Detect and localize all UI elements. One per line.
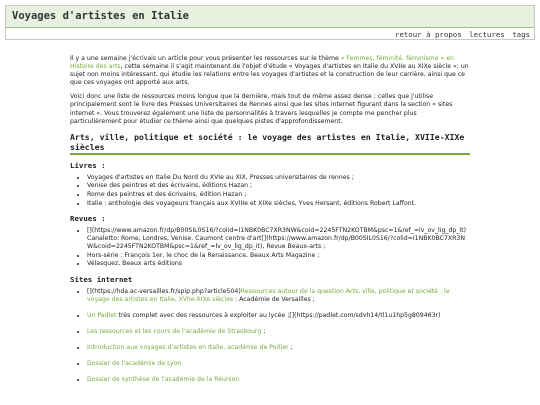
list-item: • Italie : anthologie des voyageurs français aux XVIIIe et XIXe siècles, Yves Hersant, éditions Robert Laffont. [87, 200, 470, 208]
intro-paragraph-1: Il y a une semaine j'écrivais un article pour vous présenter les ressources sur le thème « Femmes, féminité, féminisme » en Histoire des arts, cette semaine il s'agit maintenant de l'objet d'étude « Voyages d'artistes en Italie du XVIIe au XIXe siècle »; un sujet non moins intéressant, qui étudie les relations entre les voyages d'artistes et la construction de leur carrière, ainsi que ce que ces voyages ont apporté aux arts. [70, 55, 469, 87]
poitier-link[interactable]: Introduction aux voyages d'artistes en Italie, académie de Poitier [87, 343, 289, 351]
strasbourg-link[interactable]: Les ressources et les cours de l'académie de Strasbourg [87, 327, 262, 335]
padlet-link[interactable]: Un Padlet [87, 311, 117, 319]
nav-retour-a-propos[interactable]: retour à propos [394, 30, 462, 39]
livres-heading: Livres : [70, 160, 106, 170]
livres-list [70, 174, 470, 208]
list-item: • Vélasquez, Beaux arts éditions [87, 260, 470, 268]
site-header [5, 5, 535, 40]
list-item: • Les ressources et les cours de l'académie de Strasbourg ; [87, 328, 470, 336]
list-item: • Voyages d'artistes en Italie Du Nord du XVIe au XIX, Presses universitaires de rennes ; [87, 174, 470, 182]
revues-list [70, 227, 470, 269]
nav-lectures[interactable]: lectures [469, 30, 505, 39]
list-item: • [](https://www.amazon.fr/dp/B00SIL0S16/?colid=I1NBK0BC7XR3NW&coid=2245FTN2KOTBM&psc=1&ref_=lv_ov_lig_dp_it)Canaletto: Rome, Londres, Venise. Caumont centre d'art[](https://www.amazon.fr/dp/B00SIL0S16/?colid=I1NBK0BC7XR3NW&coid=2245FTN2KOTBM&psc=1&ref_=lv_ov_lig_dp_it), Revue Beaux-arts ; [87, 227, 470, 251]
title-box [6, 6, 534, 28]
list-item: • [](https://hda.ac-versailles.fr/spip.php?article504)Ressources autour de la question Arts, ville, politique et société : le voyage des artistes en Italie, XVIIe-XIXe siècles : Académie de Versailles ; [87, 288, 470, 304]
site-title[interactable]: Voyages d'artistes en Italie [12, 10, 190, 22]
revues-heading: Revues : [70, 213, 106, 223]
list-item [87, 360, 470, 368]
list-item: • Hors-série : François 1er, le choc de la Renaissance, Beaux Arts Magazine ; [87, 252, 470, 260]
list-item: • Rome des peintres et des écrivains, édition Hazan ; [87, 191, 470, 199]
sites-list [70, 288, 470, 385]
list-item: • Un Padlet très complet avec des ressources à exploiter au lycée ;[](https://padlet.com/sdvh14/tl1u1hp5g809463r) [87, 312, 470, 320]
intro-paragraph-2: Voici donc une liste de ressources moins longue que la dernière, mais tout de même assez dense ; celles que j'utilise principalement sont le livre des Presses Universitaires de Rennes ainsi que les sites internet figurant dans la section « sites internet ». Vous trouverez également une liste de personnalités à travers lesquelles je compte me pencher plus particulièrement pour étudier ce thème ainsi que quelques pistes d'approfondissement. [70, 93, 453, 125]
list-item: • Venise des peintres et des écrivains, éditions Hazan ; [87, 182, 470, 190]
top-nav [392, 30, 530, 39]
section-title: Arts, ville, politique et société : le voyage des artistes en Italie, XVIIe-XIXe siècles [70, 132, 470, 155]
list-item [87, 376, 470, 384]
lyon-link[interactable]: Dossier de l'académie de Lyon [87, 360, 182, 368]
reunion-link[interactable]: Dossier de synthèse de l'académie de la Réunion [87, 376, 240, 384]
nav-tags[interactable]: tags [512, 30, 530, 39]
article-content [70, 55, 470, 392]
versailles-link[interactable]: Ressources autour de la question Arts, ville, politique et société : le voyage des artistes en Italie, XVIIe-XIXe siècles [87, 287, 450, 303]
femmes-feminite-link[interactable]: « Femmes, féminité, féminisme » en Histoire des arts [70, 55, 454, 71]
list-item: • Introduction aux voyages d'artistes en Italie, académie de Poitier ; [87, 344, 470, 352]
sites-heading: Sites internet [70, 274, 133, 284]
